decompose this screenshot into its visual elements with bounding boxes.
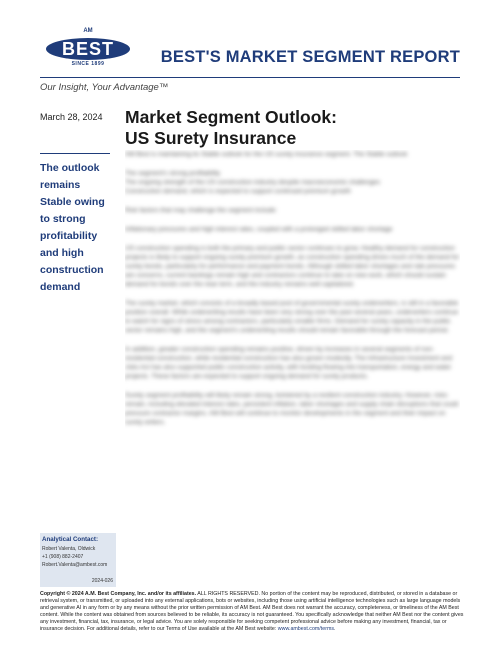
brand-tagline: Our Insight, Your Advantage™ — [40, 82, 169, 93]
bullet-item: Construction demand, which is expected to support continued premium growth — [125, 188, 351, 195]
copyright-heading: Copyright © 2024 A.M. Best Company, Inc. and/or its affiliates. — [40, 591, 197, 597]
article-title-line-2: US Surety Insurance — [125, 128, 297, 148]
bullet-item: The segment's strong profitability — [125, 170, 221, 177]
am-best-logo[interactable] — [40, 28, 136, 76]
report-series-title: BEST'S MARKET SEGMENT REPORT — [160, 48, 460, 66]
terms-link[interactable]: www.ambest.com/terms — [277, 625, 335, 632]
contact-heading: Analytical Contact: — [42, 536, 99, 543]
analytical-contact-box — [40, 533, 116, 587]
contact-name: Robert Valenta, Oldwick — [42, 546, 96, 552]
article-title-line-1: Market Segment Outlook: — [125, 107, 337, 127]
body-paragraph: Surety segment profitability will likely remain strong, bolstered by a resilient construction industry. However, risks remain, including elevated interest rates, persistent inflation, labor shortages and supply chain disruptions that could pressure contractor margins. AM Best will continue to monitor developments in the segment and their impact on surety writers. — [125, 392, 459, 426]
outlook-pullquote: The outlook remains Stable owing to strong profitability and high construction demand — [40, 162, 105, 293]
copyright-notice — [40, 591, 465, 632]
supporting-factors-list — [125, 169, 460, 196]
sidebar-divider — [40, 153, 110, 154]
article-body — [125, 150, 460, 570]
copyright-end: . — [334, 625, 336, 632]
header-divider — [40, 77, 460, 78]
body-paragraph: The surety market, which consists of a broadly based pool of governmental surety underwriters, is still in a favorable position overall. While underwriting results have been very strong over the past several years, underwriters continue to watch for signs of stress among contractors, particularly smaller firms. Demand for surety capacity in the public sector remains high, and the segment's underwriting results should remain favorable through the forecast period. — [125, 300, 459, 334]
report-header — [0, 0, 500, 93]
logo-best-text: BEST — [61, 39, 114, 59]
body-paragraph: US construction spending is both the primary and public sector continues to grow. Healthy demand for construction projects is likely to support ongoing surety premium growth, as construction spending drives much of the demand for surety bonds, particularly for performance and payment bonds. Although skilled labor shortages and rate pressures are concerns, current backlogs remain high and contractors continue to take on new work, which should sustain demand for bonds over the near term, and the industry remains well capitalized. — [125, 245, 460, 288]
contact-phone[interactable]: +1 (908) 882-2407 — [42, 554, 84, 560]
document-number: 2024-026 — [91, 578, 113, 584]
copyright-body: ALL RIGHTS RESERVED. No portion of the content may be reproduced, distributed, or stored in a database or retrieval system, or transmitted, or uploaded into any external applications, bots or websites, including those using artificial intelligence technologies such as large language models and generative AI in any form or by any means without the prior written permission of AM Best. AM Best does not warrant the accuracy, completeness, or timeliness of the AM Best content. While the content was obtained from sources believed to be reliable, its accuracy is not guaranteed. You specifically acknowledge that neither AM Best nor the content gives any investment, financial, tax, insurance, or legal advice. You are solely responsible for seeking competent professional advice before making any investment, financial, tax or insurance decision. For additional details, refer to our Terms of Use available at the AM Best website: — [40, 591, 464, 632]
publication-date: March 28, 2024 — [40, 112, 103, 122]
risk-factors-list — [125, 225, 460, 234]
article-title — [125, 107, 465, 149]
contact-email[interactable]: Robert.Valenta@ambest.com — [42, 562, 108, 568]
bullet-item: The ongoing strength of the US construction industry despite macroeconomic challenges — [125, 179, 381, 186]
body-paragraph: AM Best is maintaining its Stable outlook for the US surety insurance segment. The Stable outlook — [125, 151, 408, 158]
logo-am-text: AM — [83, 28, 93, 34]
body-paragraph: Risk factors that may challenge the segment include: — [125, 207, 278, 214]
bullet-item: Inflationary pressures and high interest rates, coupled with a prolonged skilled labor shortage — [125, 226, 393, 233]
body-paragraph: In addition, greater construction spending remains positive, driven by increases in several segments of non-residential construction, while residential construction has also grown modestly. The Infrastructure Investment and Jobs Act has also supported public construction activity, with funding flowing into transportation, energy and water projects. These factors are expected to support ongoing demand for surety products. — [125, 346, 453, 380]
logo-since-text: SINCE 1899 — [71, 61, 105, 67]
